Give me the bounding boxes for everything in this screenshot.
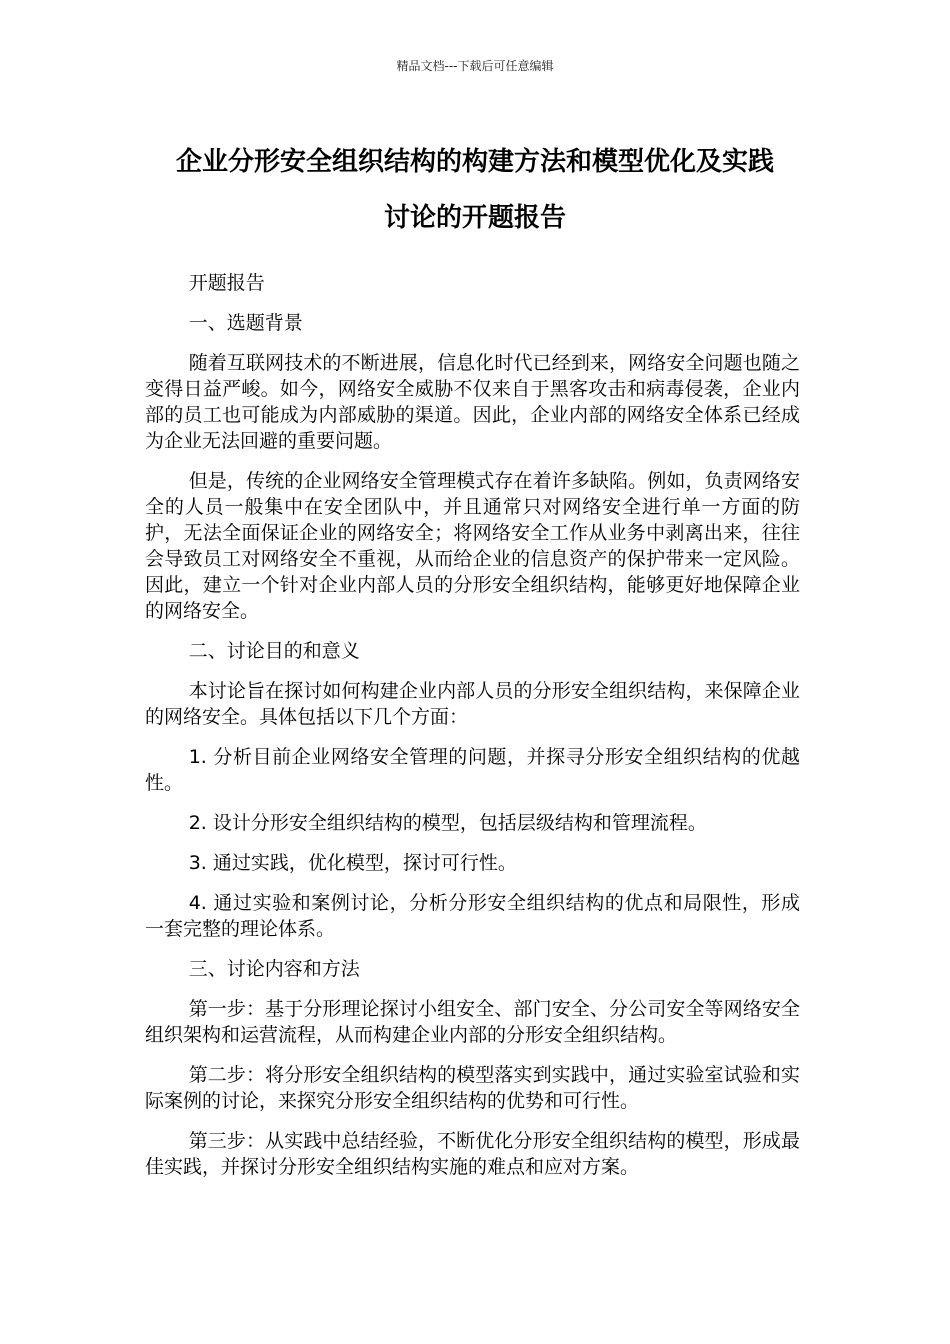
page-header-note: 精品文档---下载后可任意编辑: [396, 59, 554, 73]
section-heading-background: 一、选题背景: [188, 312, 303, 334]
paragraph-purpose-intro: 本讨论旨在探讨如何构建企业内部人员的分形安全组织结构，来保障企业的网络安全。具体包括以下几个方面：: [145, 680, 800, 728]
list-item-4: 4. 通过实验和案例讨论，分析分形安全组织结构的优点和局限性，形成一套完整的理论体系。: [145, 892, 800, 940]
paragraph-background-2: 但是，传统的企业网络安全管理模式存在着许多缺陷。例如，负责网络安全的人员一般集中在安全团队中，并且通常只对网络安全进行单一方面的防护，无法全面保证企业的网络安全；将网络安全工作从业务中剥离出来，往往会导致员工对网络安全不重视，从而给企业的信息资产的保护带来一定风险。因此，建立一个针对企业内部人员的分形安全组织结构，能够更好地保障企业的网络安全。: [145, 470, 800, 622]
list-item-1: 1. 分析目前企业网络安全管理的问题，并探寻分形安全组织结构的优越性。: [145, 746, 800, 794]
report-label: 开题报告: [188, 272, 265, 294]
paragraph-step-2: 第二步：将分形安全组织结构的模型落实到实践中，通过实验室试验和实际案例的讨论，来探究分形安全组织结构的优势和可行性。: [145, 1064, 800, 1112]
document-title-line-1: 企业分形安全组织结构的构建方法和模型优化及实践: [175, 147, 774, 177]
list-item-3: 3. 通过实践，优化模型，探讨可行性。: [188, 852, 517, 874]
document-title: [120, 134, 830, 246]
document-body: [145, 270, 800, 1194]
paragraph-step-3: 第三步：从实践中总结经验，不断优化分形安全组织结构的模型，形成最佳实践，并探讨分形安全组织结构实施的难点和应对方案。: [145, 1130, 800, 1178]
section-heading-purpose: 二、讨论目的和意义: [188, 640, 360, 662]
list-item-2: 2. 设计分形安全组织结构的模型，包括层级结构和管理流程。: [188, 812, 707, 834]
paragraph-background-1: 随着互联网技术的不断进展，信息化时代已经到来，网络安全问题也随之变得日益严峻。如今，网络安全威胁不仅来自于黑客攻击和病毒侵袭，企业内部的员工也可能成为内部威胁的渠道。因此，企业内部的网络安全体系已经成为企业无法回避的重要问题。: [145, 352, 800, 452]
paragraph-step-1: 第一步：基于分形理论探讨小组安全、部门安全、分公司安全等网络安全组织架构和运营流程，从而构建企业内部的分形安全组织结构。: [145, 998, 800, 1046]
document-title-line-2: 讨论的开题报告: [383, 203, 566, 233]
section-heading-content-method: 三、讨论内容和方法: [188, 958, 360, 980]
